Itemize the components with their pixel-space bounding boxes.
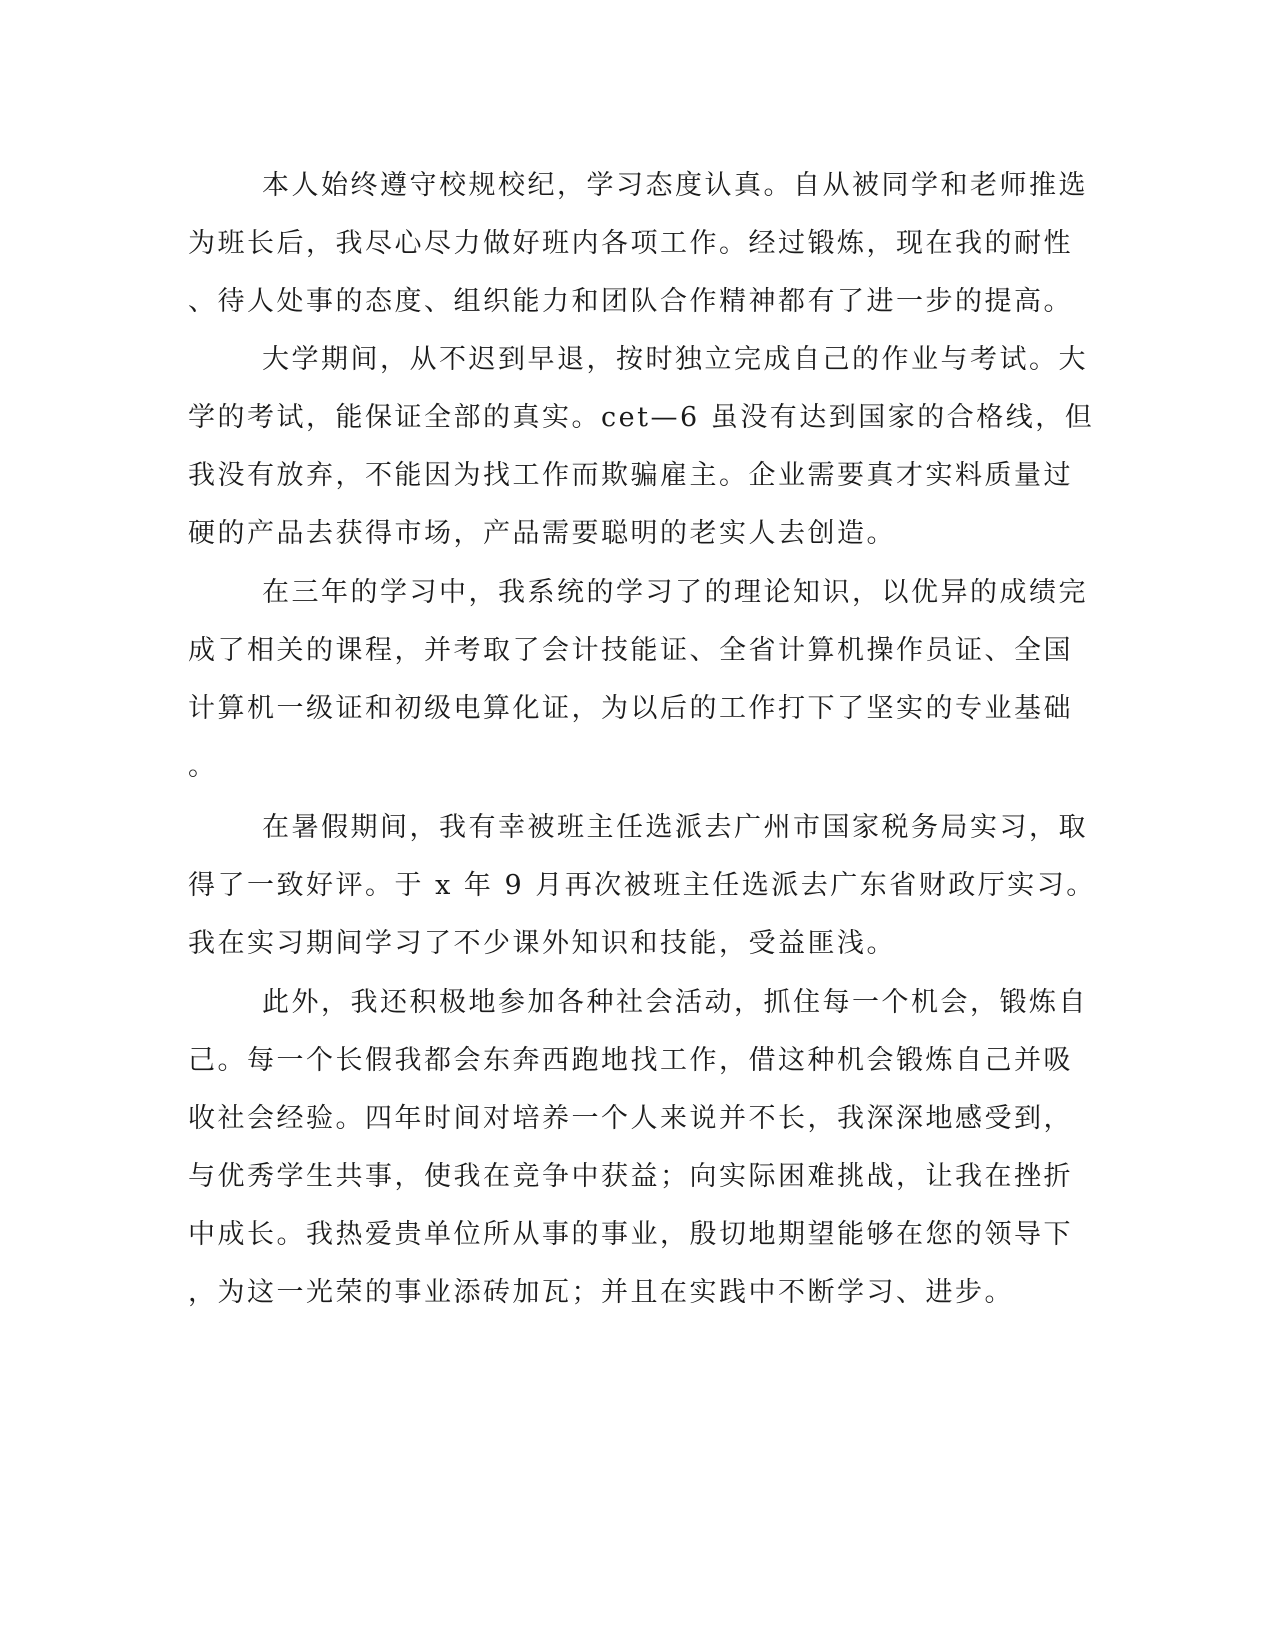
paragraph-1-line-2: 为班长后，我尽心尽力做好班内各项工作。经过锻炼，现在我的耐性 [188, 228, 1073, 259]
paragraph-2-line-2: 学的考试，能保证全部的真实。cet—6 虽没有达到国家的合格线，但 [188, 402, 1095, 433]
paragraph-2-line-4: 硬的产品去获得市场，产品需要聪明的老实人去创造。 [188, 518, 896, 549]
paragraph-4-line-1: 在暑假期间，我有幸被班主任选派去广州市国家税务局实习，取 [262, 812, 1088, 843]
paragraph-4-line-2: 得了一致好评。于 x 年 9 月再次被班主任选派去广东省财政厅实习。 [188, 870, 1096, 901]
paragraph-1-line-3: 、待人处事的态度、组织能力和团队合作精神都有了进一步的提高。 [188, 286, 1073, 317]
paragraph-5-line-2: 己。每一个长假我都会东奔西跑地找工作，借这种机会锻炼自己并吸 [188, 1045, 1073, 1076]
paragraph-3-line-3: 计算机一级证和初级电算化证，为以后的工作打下了坚实的专业基础 [188, 693, 1073, 724]
paragraph-2-line-3: 我没有放弃，不能因为找工作而欺骗雇主。企业需要真才实料质量过 [188, 460, 1073, 491]
paragraph-1-line-1: 本人始终遵守校规校纪，学习态度认真。自从被同学和老师推选 [262, 170, 1088, 201]
paragraph-3-line-2: 成了相关的课程，并考取了会计技能证、全省计算机操作员证、全国 [188, 635, 1073, 666]
paragraph-5-line-4: 与优秀学生共事，使我在竞争中获益；向实际困难挑战，让我在挫折 [188, 1161, 1073, 1192]
paragraph-2-line-1: 大学期间，从不迟到早退，按时独立完成自己的作业与考试。大 [262, 344, 1088, 375]
paragraph-5-line-6: ，为这一光荣的事业添砖加瓦；并且在实践中不断学习、进步。 [188, 1277, 1014, 1308]
paragraph-4-line-3: 我在实习期间学习了不少课外知识和技能，受益匪浅。 [188, 928, 896, 959]
paragraph-5-line-5: 中成长。我热爱贵单位所从事的事业，殷切地期望能够在您的领导下 [188, 1219, 1073, 1250]
paragraph-5-line-3: 收社会经验。四年时间对培养一个人来说并不长，我深深地感受到， [188, 1103, 1073, 1134]
paragraph-3-line-1: 在三年的学习中，我系统的学习了的理论知识，以优异的成绩完 [262, 577, 1088, 608]
paragraph-3-line-4: 。 [188, 751, 218, 782]
paragraph-5-line-1: 此外，我还积极地参加各种社会活动，抓住每一个机会，锻炼自 [262, 987, 1088, 1018]
